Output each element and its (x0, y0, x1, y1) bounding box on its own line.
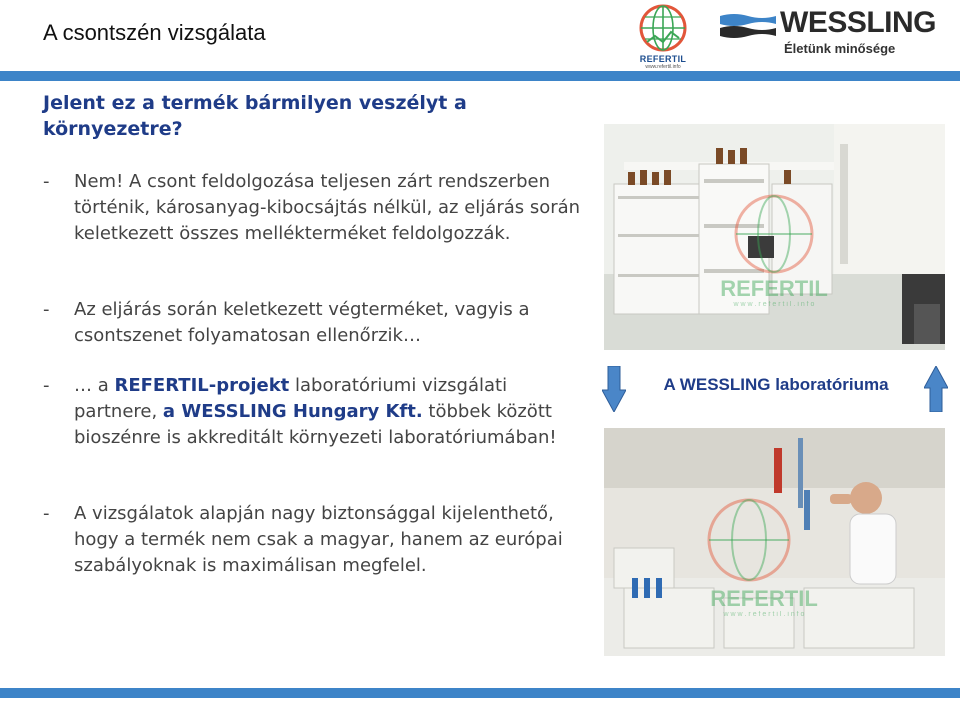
wessling-company-highlight: a WESSLING Hungary Kft. (162, 401, 423, 422)
bullet-item-1 (43, 169, 583, 247)
bullet-text (74, 373, 583, 451)
bullet-item-4 (43, 501, 583, 579)
wessling-tagline: Életünk minősége (784, 41, 896, 56)
lab-technician-photo (604, 428, 945, 656)
bullet-text-part: laboratóriumi vizsgálati partnere, (74, 375, 508, 422)
up-arrow-icon (924, 366, 948, 412)
bullet-text: Az eljárás során keletkezett végterméket, vagyis a csontszenet folyamatosan ellenőrzik… (74, 299, 530, 346)
refertil-project-highlight: REFERTIL-projekt (114, 375, 290, 396)
bullet-dash: - (43, 171, 50, 192)
bullet-text: Nem! A csont feldolgozása teljesen zárt rendszerben történik, károsanyag-kibocsájtás nélkül, az eljárás során keletkezett összes mellékterméket feldolgozzák. (74, 171, 581, 244)
page-title: A csontszén vizsgálata (43, 20, 266, 45)
refertil-wordmark: REFERTIL (639, 54, 687, 64)
wessling-wordmark: WESSLING (780, 6, 937, 39)
bullet-item-2 (43, 297, 583, 349)
bullet-dash: - (43, 299, 50, 320)
photo-watermark-url: w w w . r e f e r t i l . i n f o (723, 611, 805, 618)
photo-watermark-text: REFERTIL (710, 586, 818, 611)
photo-watermark-text: REFERTIL (720, 276, 828, 301)
wessling-wave-icon (720, 12, 776, 40)
refertil-url: www.refertil.info (645, 64, 681, 70)
bottom-accent-bar (0, 688, 960, 698)
question-heading: Jelent ez a termék bármilyen veszélyt a környezetre? (43, 92, 467, 140)
bullet-item-3 (43, 373, 583, 451)
down-arrow-icon (602, 366, 626, 412)
wessling-logo (718, 8, 948, 60)
bullet-dash: - (43, 503, 50, 524)
bullet-text-part: … a (74, 375, 115, 396)
lab-caption: A WESSLING laboratóriuma (663, 375, 889, 394)
refertil-globe-icon (633, 2, 693, 54)
bullet-text-part: többek között bioszénre is akkreditált környezeti laboratóriumában! (74, 401, 557, 448)
refertil-logo (633, 2, 693, 68)
bullet-dash: - (43, 375, 50, 396)
bullet-text: A vizsgálatok alapján nagy biztonsággal kijelenthető, hogy a termék nem csak a magyar, hanem az európai szabályoknak is maximálisan megfelel. (74, 503, 563, 576)
lab-equipment-photo (604, 124, 945, 350)
photo-watermark-url: w w w . r e f e r t i l . i n f o (733, 301, 815, 308)
top-accent-bar (0, 71, 960, 81)
